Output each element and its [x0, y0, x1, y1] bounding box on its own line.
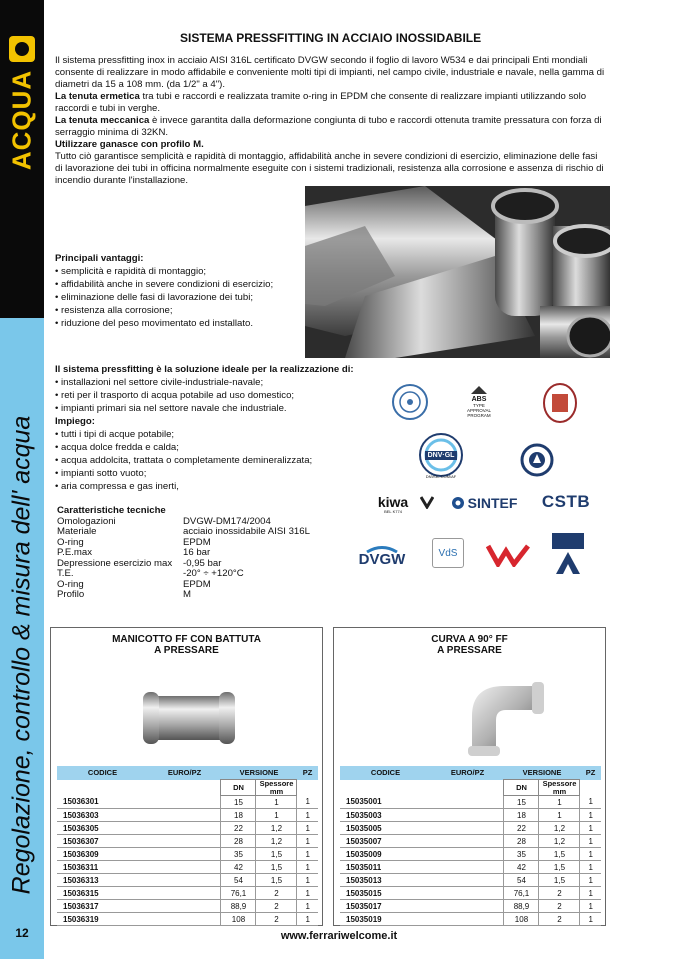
- cell-sp: 1,2: [539, 835, 580, 848]
- intro-paragraph: Tutto ciò garantisce semplicità e rapidità di montaggio, affidabilità anche in severe condizioni di esercizio, eliminazione delle fasi di lavorazione dei tubi in officina normalmente eseguite con i sistemi tradizionali, resistenza alla corrosione e assenza di rischio di incendio durante l'installazione.: [55, 151, 604, 186]
- cell-dn: 15: [221, 796, 256, 809]
- product-table: [340, 766, 601, 926]
- cell-dn: 108: [221, 913, 256, 926]
- intro-paragraph: Utilizzare ganasce con profilo M.: [55, 139, 204, 150]
- cell-dn: 42: [504, 861, 539, 874]
- column-header: EURO/PZ: [148, 766, 221, 780]
- cell-code: 15036317: [57, 900, 148, 913]
- cell-code: 15035011: [340, 861, 431, 874]
- section-label: ACQUA: [6, 69, 37, 171]
- table-row: [57, 809, 318, 822]
- cell-sp: 1: [256, 809, 297, 822]
- cell-pz: 1: [297, 900, 318, 913]
- table-row: [57, 822, 318, 835]
- cell-sp: 2: [256, 887, 297, 900]
- certification-seal-logo: [390, 382, 430, 422]
- cell-code: 15035009: [340, 848, 431, 861]
- cell-euro: [148, 822, 221, 835]
- cell-dn: 54: [221, 874, 256, 887]
- cell-pz: 1: [580, 835, 601, 848]
- cell-dn: 54: [504, 874, 539, 887]
- list-item: • reti per il trasporto di acqua potabile ad uso domestico;: [55, 389, 375, 402]
- kiwa-mark-icon: [420, 495, 434, 509]
- specs-table: [57, 517, 310, 601]
- spec-row: P.E.max 16 bar: [57, 547, 211, 558]
- spec-row: O-ring EPDM: [57, 536, 211, 548]
- list-item: • riduzione del peso movimentato ed installato.: [55, 317, 300, 330]
- cell-dn: 28: [504, 835, 539, 848]
- pipes-photo: [305, 186, 610, 358]
- cell-code: 15035003: [340, 809, 431, 822]
- product-table: [57, 766, 318, 926]
- cell-dn: 88,9: [504, 900, 539, 913]
- cell-dn: 22: [504, 822, 539, 835]
- cell-sp: 2: [539, 900, 580, 913]
- list-item: • semplicità e rapidità di montaggio;: [55, 265, 300, 278]
- advantages-block: [55, 252, 300, 330]
- cell-euro: [148, 874, 221, 887]
- list-item: • acqua dolce fredda e calda;: [55, 441, 375, 454]
- table-row: [340, 809, 601, 822]
- list-item: • acqua addolcita, trattata o completamente demineralizzata;: [55, 454, 375, 467]
- cell-dn: 22: [221, 822, 256, 835]
- cell-pz: 1: [297, 835, 318, 848]
- cell-pz: 1: [580, 874, 601, 887]
- column-header: PZ: [297, 766, 318, 780]
- cell-pz: 1: [297, 887, 318, 900]
- table-row: [340, 848, 601, 861]
- cell-pz: 1: [297, 809, 318, 822]
- cell-euro: [431, 809, 504, 822]
- cell-dn: 28: [221, 835, 256, 848]
- cell-euro: [148, 835, 221, 848]
- cell-pz: 1: [580, 887, 601, 900]
- cell-pz: 1: [297, 913, 318, 926]
- column-header: CODICE: [340, 766, 431, 780]
- cell-dn: 88,9: [221, 900, 256, 913]
- cell-euro: [431, 900, 504, 913]
- advantages-heading: Principali vantaggi:: [55, 253, 144, 264]
- cell-code: 15036315: [57, 887, 148, 900]
- table-row: [340, 796, 601, 809]
- column-header: Spessore mm: [256, 780, 297, 796]
- cell-sp: 1,5: [256, 848, 297, 861]
- cell-euro: [431, 835, 504, 848]
- dnv-gl-logo: DNV·GL DNVGL.COM/AF: [412, 432, 470, 490]
- table-row: [57, 913, 318, 926]
- list-item: • impianti primari sia nel settore navale che industriale.: [55, 402, 375, 415]
- table-row: [57, 861, 318, 874]
- cell-dn: 76,1: [221, 887, 256, 900]
- column-header: VERSIONE: [221, 766, 297, 780]
- cell-euro: [148, 809, 221, 822]
- cell-euro: [148, 861, 221, 874]
- product-card-manicotto: [50, 627, 323, 926]
- list-item: • installazioni nel settore civile-industriale-navale;: [55, 376, 375, 389]
- cell-pz: 1: [297, 848, 318, 861]
- column-header: EURO/PZ: [431, 766, 504, 780]
- cell-sp: 2: [539, 887, 580, 900]
- cell-sp: 2: [256, 913, 297, 926]
- cell-dn: 35: [504, 848, 539, 861]
- spec-row: Materiale acciaio inossidabile AISI 316L: [57, 526, 310, 537]
- table-row: [57, 835, 318, 848]
- kiwa-logo: kiwa BEL K774: [377, 493, 409, 514]
- page-number: 12: [15, 926, 29, 940]
- product-title: CURVA A 90° FF A PRESSARE: [431, 634, 508, 656]
- applications-heading: Il sistema pressfitting è la soluzione ideale per la realizzazione di:: [55, 364, 354, 375]
- cell-dn: 76,1: [504, 887, 539, 900]
- cell-sp: 2: [256, 900, 297, 913]
- cell-sp: 1,5: [539, 861, 580, 874]
- cell-sp: 1,5: [256, 874, 297, 887]
- cell-euro: [431, 913, 504, 926]
- cell-code: 15035001: [340, 796, 431, 809]
- intro-paragraph: Il sistema pressfitting inox in acciaio AISI 316L certificato DVGW secondo il foglio di lavoro W534 e dai principali Enti mondiali consente di realizzare in modo affidabile e conveniente molti tipi di impianti, nel campo civile, industriale e navale, nella gamma di diametri da 15 a 108 mm. (da 1/2" a 4").: [55, 55, 605, 90]
- cell-pz: 1: [580, 900, 601, 913]
- cell-pz: 1: [580, 796, 601, 809]
- category-label: Regolazione, controllo & misura dell' acqua: [7, 415, 36, 895]
- table-row: [57, 887, 318, 900]
- cell-euro: [148, 796, 221, 809]
- cell-pz: 1: [297, 874, 318, 887]
- cstb-logo: CSTB: [541, 492, 591, 511]
- list-item: • aria compressa e gas inerti,: [55, 480, 375, 493]
- column-header: VERSIONE: [504, 766, 580, 780]
- list-item: • affidabilità anche in severe condizioni di esercizio;: [55, 278, 300, 291]
- cell-code: 15036307: [57, 835, 148, 848]
- usage-list: [55, 428, 375, 493]
- table-row: [57, 900, 318, 913]
- watermark-w-logo: [486, 543, 530, 567]
- applications-block: [55, 363, 375, 493]
- list-item: • eliminazione delle fasi di lavorazione dei tubi;: [55, 291, 300, 304]
- cell-code: 15036313: [57, 874, 148, 887]
- cell-euro: [431, 887, 504, 900]
- table-row: [340, 874, 601, 887]
- table-row: [340, 861, 601, 874]
- specs-heading: Caratteristiche tecniche: [57, 505, 166, 516]
- cell-euro: [431, 796, 504, 809]
- intro-paragraph: La tenuta ermetica tra tubi e raccordi e realizzata tramite o-ring in EPDM che consente di realizzare impianti utilizzando solo raccordi e tubi in verghe.: [55, 91, 587, 114]
- cell-dn: 18: [504, 809, 539, 822]
- table-row: [57, 874, 318, 887]
- sintef-logo: SINTEF: [444, 493, 524, 513]
- table-row: [57, 848, 318, 861]
- cell-euro: [148, 900, 221, 913]
- page-title: SISTEMA PRESSFITTING IN ACCIAIO INOSSIDABILE: [180, 31, 482, 45]
- cell-sp: 1: [256, 796, 297, 809]
- cell-euro: [431, 874, 504, 887]
- cell-code: 15036301: [57, 796, 148, 809]
- cell-code: 15036319: [57, 913, 148, 926]
- intro-text: [55, 55, 607, 187]
- cell-pz: 1: [580, 822, 601, 835]
- product-card-curva: [333, 627, 606, 926]
- cell-pz: 1: [580, 809, 601, 822]
- cell-code: 15035005: [340, 822, 431, 835]
- cell-dn: 108: [504, 913, 539, 926]
- cell-code: 15035013: [340, 874, 431, 887]
- spec-row: T.E. -20° ÷ +120°C: [57, 568, 244, 579]
- cell-sp: 1,2: [256, 835, 297, 848]
- applications-list: [55, 376, 375, 415]
- cell-pz: 1: [580, 861, 601, 874]
- cell-sp: 1: [539, 809, 580, 822]
- cell-code: 15036309: [57, 848, 148, 861]
- cell-dn: 35: [221, 848, 256, 861]
- cell-euro: [148, 848, 221, 861]
- intro-paragraph: La tenuta meccanica è invece garantita dalla deformazione congiunta di tubo e raccordi ottenuta tramite pressatura con forza di serraggio minima di 32KN.: [55, 115, 602, 138]
- column-header: CODICE: [57, 766, 148, 780]
- product-title: MANICOTTO FF CON BATTUTA A PRESSARE: [112, 634, 261, 656]
- cell-sp: 1: [539, 796, 580, 809]
- cell-dn: 15: [504, 796, 539, 809]
- cell-pz: 1: [297, 822, 318, 835]
- cell-code: 15036305: [57, 822, 148, 835]
- table-row: [340, 835, 601, 848]
- table-row: [57, 796, 318, 809]
- cell-dn: 18: [221, 809, 256, 822]
- footer-url[interactable]: www.ferrariwelcome.it: [280, 930, 398, 942]
- water-drop-icon: [9, 36, 35, 62]
- cell-sp: 1,2: [256, 822, 297, 835]
- column-header: DN: [504, 780, 539, 796]
- spec-row: Depressione esercizio max -0,95 bar: [57, 557, 222, 569]
- rina-logo: [520, 443, 554, 477]
- cell-pz: 1: [297, 796, 318, 809]
- cell-sp: 1,2: [539, 822, 580, 835]
- cell-euro: [148, 913, 221, 926]
- abs-logo: ABS TYPE APPROVAL PROGRAM: [456, 378, 502, 424]
- spec-row: O-ring EPDM: [57, 578, 211, 590]
- cell-code: 15036311: [57, 861, 148, 874]
- cell-dn: 42: [221, 861, 256, 874]
- sidebar: [0, 0, 44, 959]
- cell-sp: 1,5: [539, 848, 580, 861]
- table-row: [340, 913, 601, 926]
- column-header: DN: [221, 780, 256, 796]
- cell-code: 15036303: [57, 809, 148, 822]
- vds-logo: VdS: [432, 538, 464, 568]
- usage-heading: Impiego:: [55, 416, 95, 427]
- list-item: • impianti sotto vuoto;: [55, 467, 375, 480]
- table-row: [340, 822, 601, 835]
- column-header: Spessore mm: [539, 780, 580, 796]
- cell-code: 15035017: [340, 900, 431, 913]
- dvgw-logo: DVGW: [355, 540, 409, 570]
- cell-sp: 1,5: [256, 861, 297, 874]
- advantages-list: [55, 265, 300, 330]
- lloyds-register-logo: [540, 382, 580, 424]
- certification-badge-logo: [551, 532, 585, 576]
- list-item: • tutti i tipi di acque potabile;: [55, 428, 375, 441]
- cell-sp: 1,5: [539, 874, 580, 887]
- cell-pz: 1: [297, 861, 318, 874]
- table-row: [340, 900, 601, 913]
- cell-code: 15035007: [340, 835, 431, 848]
- cell-pz: 1: [580, 913, 601, 926]
- cell-euro: [431, 822, 504, 835]
- technical-specs: [57, 506, 310, 601]
- cell-euro: [431, 848, 504, 861]
- cell-code: 15035015: [340, 887, 431, 900]
- cell-euro: [431, 861, 504, 874]
- spec-row: Omologazioni DVGW-DM174/2004: [57, 515, 271, 527]
- spec-row: Profilo M: [57, 589, 191, 600]
- cell-code: 15035019: [340, 913, 431, 926]
- cell-pz: 1: [580, 848, 601, 861]
- table-row: [340, 887, 601, 900]
- cell-euro: [148, 887, 221, 900]
- column-header: PZ: [580, 766, 601, 780]
- cell-sp: 2: [539, 913, 580, 926]
- list-item: • resistenza alla corrosione;: [55, 304, 300, 317]
